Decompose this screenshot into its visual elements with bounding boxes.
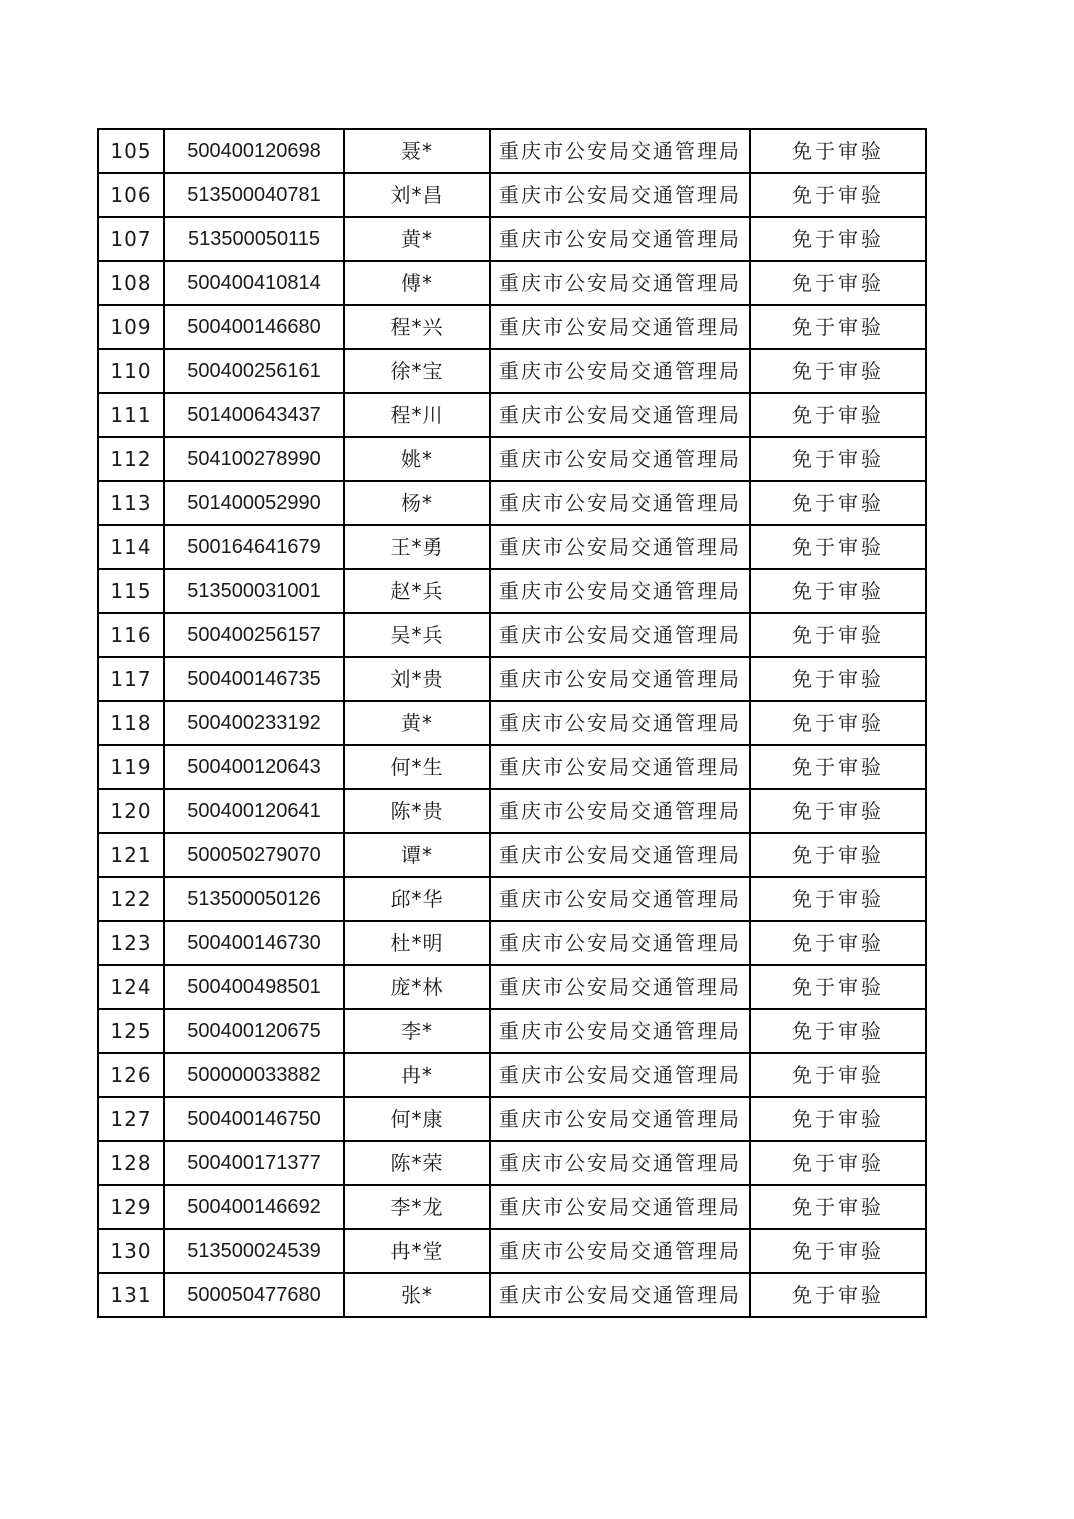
cell-certificate-number: 513500024539	[164, 1229, 344, 1273]
cell-issuing-authority: 重庆市公安局交通管理局	[490, 657, 750, 701]
cell-certificate-number: 500164641679	[164, 525, 344, 569]
cell-sequence-number: 114	[98, 525, 164, 569]
cell-certificate-number: 500400146735	[164, 657, 344, 701]
cell-review-result: 免于审验	[750, 1185, 926, 1229]
table-row	[98, 613, 926, 657]
cell-issuing-authority: 重庆市公安局交通管理局	[490, 129, 750, 173]
table-row	[98, 437, 926, 481]
cell-certificate-number: 500400171377	[164, 1141, 344, 1185]
cell-certificate-number: 500400120698	[164, 129, 344, 173]
table-row	[98, 261, 926, 305]
table-row	[98, 1229, 926, 1273]
cell-review-result: 免于审验	[750, 745, 926, 789]
cell-issuing-authority: 重庆市公安局交通管理局	[490, 261, 750, 305]
cell-certificate-number: 500400146730	[164, 921, 344, 965]
cell-person-name: 程*川	[344, 393, 490, 437]
cell-review-result: 免于审验	[750, 921, 926, 965]
table-row	[98, 1273, 926, 1317]
cell-sequence-number: 105	[98, 129, 164, 173]
cell-sequence-number: 116	[98, 613, 164, 657]
cell-review-result: 免于审验	[750, 261, 926, 305]
cell-review-result: 免于审验	[750, 305, 926, 349]
cell-review-result: 免于审验	[750, 1097, 926, 1141]
cell-sequence-number: 111	[98, 393, 164, 437]
cell-issuing-authority: 重庆市公安局交通管理局	[490, 701, 750, 745]
table-row	[98, 833, 926, 877]
table-row	[98, 1141, 926, 1185]
cell-certificate-number: 500400498501	[164, 965, 344, 1009]
cell-person-name: 冉*堂	[344, 1229, 490, 1273]
cell-issuing-authority: 重庆市公安局交通管理局	[490, 833, 750, 877]
cell-sequence-number: 128	[98, 1141, 164, 1185]
cell-sequence-number: 121	[98, 833, 164, 877]
cell-certificate-number: 500400146692	[164, 1185, 344, 1229]
table-row	[98, 1009, 926, 1053]
cell-sequence-number: 110	[98, 349, 164, 393]
cell-certificate-number: 513500031001	[164, 569, 344, 613]
records-table	[97, 128, 927, 1318]
cell-issuing-authority: 重庆市公安局交通管理局	[490, 1229, 750, 1273]
cell-review-result: 免于审验	[750, 657, 926, 701]
cell-person-name: 傅*	[344, 261, 490, 305]
cell-issuing-authority: 重庆市公安局交通管理局	[490, 393, 750, 437]
cell-certificate-number: 500400256157	[164, 613, 344, 657]
cell-issuing-authority: 重庆市公安局交通管理局	[490, 1053, 750, 1097]
cell-review-result: 免于审验	[750, 217, 926, 261]
cell-sequence-number: 126	[98, 1053, 164, 1097]
cell-person-name: 何*生	[344, 745, 490, 789]
cell-review-result: 免于审验	[750, 833, 926, 877]
table-row	[98, 217, 926, 261]
cell-issuing-authority: 重庆市公安局交通管理局	[490, 217, 750, 261]
cell-certificate-number: 500400120675	[164, 1009, 344, 1053]
cell-person-name: 杜*明	[344, 921, 490, 965]
cell-certificate-number: 513500040781	[164, 173, 344, 217]
cell-certificate-number: 501400052990	[164, 481, 344, 525]
cell-issuing-authority: 重庆市公安局交通管理局	[490, 349, 750, 393]
cell-certificate-number: 500400120641	[164, 789, 344, 833]
table-row	[98, 305, 926, 349]
table-row	[98, 745, 926, 789]
cell-person-name: 黄*	[344, 701, 490, 745]
cell-issuing-authority: 重庆市公安局交通管理局	[490, 789, 750, 833]
cell-issuing-authority: 重庆市公安局交通管理局	[490, 525, 750, 569]
cell-issuing-authority: 重庆市公安局交通管理局	[490, 173, 750, 217]
cell-sequence-number: 122	[98, 877, 164, 921]
cell-issuing-authority: 重庆市公安局交通管理局	[490, 921, 750, 965]
cell-sequence-number: 129	[98, 1185, 164, 1229]
cell-certificate-number: 500050279070	[164, 833, 344, 877]
cell-sequence-number: 125	[98, 1009, 164, 1053]
cell-sequence-number: 112	[98, 437, 164, 481]
cell-review-result: 免于审验	[750, 569, 926, 613]
cell-sequence-number: 131	[98, 1273, 164, 1317]
cell-person-name: 冉*	[344, 1053, 490, 1097]
table-row	[98, 481, 926, 525]
cell-issuing-authority: 重庆市公安局交通管理局	[490, 613, 750, 657]
cell-review-result: 免于审验	[750, 1053, 926, 1097]
cell-review-result: 免于审验	[750, 1009, 926, 1053]
table-row	[98, 525, 926, 569]
cell-certificate-number: 500000033882	[164, 1053, 344, 1097]
cell-sequence-number: 107	[98, 217, 164, 261]
cell-issuing-authority: 重庆市公安局交通管理局	[490, 965, 750, 1009]
table-row	[98, 789, 926, 833]
cell-certificate-number: 500050477680	[164, 1273, 344, 1317]
cell-review-result: 免于审验	[750, 965, 926, 1009]
table-row	[98, 349, 926, 393]
cell-person-name: 李*	[344, 1009, 490, 1053]
cell-sequence-number: 108	[98, 261, 164, 305]
cell-issuing-authority: 重庆市公安局交通管理局	[490, 1097, 750, 1141]
table-row	[98, 569, 926, 613]
cell-certificate-number: 513500050126	[164, 877, 344, 921]
cell-issuing-authority: 重庆市公安局交通管理局	[490, 1185, 750, 1229]
cell-person-name: 李*龙	[344, 1185, 490, 1229]
cell-person-name: 陈*荣	[344, 1141, 490, 1185]
cell-sequence-number: 106	[98, 173, 164, 217]
cell-review-result: 免于审验	[750, 1141, 926, 1185]
cell-sequence-number: 119	[98, 745, 164, 789]
cell-person-name: 程*兴	[344, 305, 490, 349]
cell-issuing-authority: 重庆市公安局交通管理局	[490, 745, 750, 789]
table-row	[98, 965, 926, 1009]
cell-review-result: 免于审验	[750, 613, 926, 657]
table-row	[98, 921, 926, 965]
cell-sequence-number: 109	[98, 305, 164, 349]
cell-certificate-number: 504100278990	[164, 437, 344, 481]
cell-issuing-authority: 重庆市公安局交通管理局	[490, 1141, 750, 1185]
cell-person-name: 邱*华	[344, 877, 490, 921]
cell-person-name: 谭*	[344, 833, 490, 877]
cell-sequence-number: 120	[98, 789, 164, 833]
cell-issuing-authority: 重庆市公安局交通管理局	[490, 305, 750, 349]
cell-person-name: 何*康	[344, 1097, 490, 1141]
cell-issuing-authority: 重庆市公安局交通管理局	[490, 569, 750, 613]
cell-review-result: 免于审验	[750, 877, 926, 921]
cell-person-name: 徐*宝	[344, 349, 490, 393]
table-row	[98, 701, 926, 745]
cell-review-result: 免于审验	[750, 1273, 926, 1317]
cell-person-name: 庞*林	[344, 965, 490, 1009]
cell-sequence-number: 130	[98, 1229, 164, 1273]
cell-review-result: 免于审验	[750, 789, 926, 833]
table-row	[98, 1053, 926, 1097]
cell-certificate-number: 500400410814	[164, 261, 344, 305]
table-row	[98, 173, 926, 217]
table-row	[98, 877, 926, 921]
cell-person-name: 陈*贵	[344, 789, 490, 833]
cell-person-name: 杨*	[344, 481, 490, 525]
cell-certificate-number: 500400256161	[164, 349, 344, 393]
cell-review-result: 免于审验	[750, 349, 926, 393]
cell-person-name: 刘*昌	[344, 173, 490, 217]
cell-sequence-number: 118	[98, 701, 164, 745]
records-table-body	[98, 129, 926, 1317]
cell-sequence-number: 117	[98, 657, 164, 701]
cell-person-name: 王*勇	[344, 525, 490, 569]
cell-person-name: 姚*	[344, 437, 490, 481]
cell-review-result: 免于审验	[750, 173, 926, 217]
cell-certificate-number: 501400643437	[164, 393, 344, 437]
table-row	[98, 1185, 926, 1229]
cell-person-name: 刘*贵	[344, 657, 490, 701]
cell-certificate-number: 500400146680	[164, 305, 344, 349]
cell-person-name: 吴*兵	[344, 613, 490, 657]
cell-review-result: 免于审验	[750, 481, 926, 525]
table-row	[98, 657, 926, 701]
table-row	[98, 1097, 926, 1141]
cell-review-result: 免于审验	[750, 525, 926, 569]
cell-sequence-number: 113	[98, 481, 164, 525]
cell-certificate-number: 500400120643	[164, 745, 344, 789]
cell-sequence-number: 123	[98, 921, 164, 965]
cell-issuing-authority: 重庆市公安局交通管理局	[490, 481, 750, 525]
cell-person-name: 张*	[344, 1273, 490, 1317]
cell-certificate-number: 513500050115	[164, 217, 344, 261]
cell-issuing-authority: 重庆市公安局交通管理局	[490, 1273, 750, 1317]
cell-certificate-number: 500400233192	[164, 701, 344, 745]
cell-review-result: 免于审验	[750, 437, 926, 481]
cell-certificate-number: 500400146750	[164, 1097, 344, 1141]
cell-person-name: 黄*	[344, 217, 490, 261]
cell-issuing-authority: 重庆市公安局交通管理局	[490, 1009, 750, 1053]
cell-issuing-authority: 重庆市公安局交通管理局	[490, 437, 750, 481]
table-row	[98, 393, 926, 437]
cell-sequence-number: 127	[98, 1097, 164, 1141]
cell-review-result: 免于审验	[750, 129, 926, 173]
cell-review-result: 免于审验	[750, 701, 926, 745]
cell-review-result: 免于审验	[750, 393, 926, 437]
cell-issuing-authority: 重庆市公安局交通管理局	[490, 877, 750, 921]
cell-review-result: 免于审验	[750, 1229, 926, 1273]
table-row	[98, 129, 926, 173]
cell-person-name: 赵*兵	[344, 569, 490, 613]
cell-sequence-number: 115	[98, 569, 164, 613]
cell-sequence-number: 124	[98, 965, 164, 1009]
cell-person-name: 聂*	[344, 129, 490, 173]
